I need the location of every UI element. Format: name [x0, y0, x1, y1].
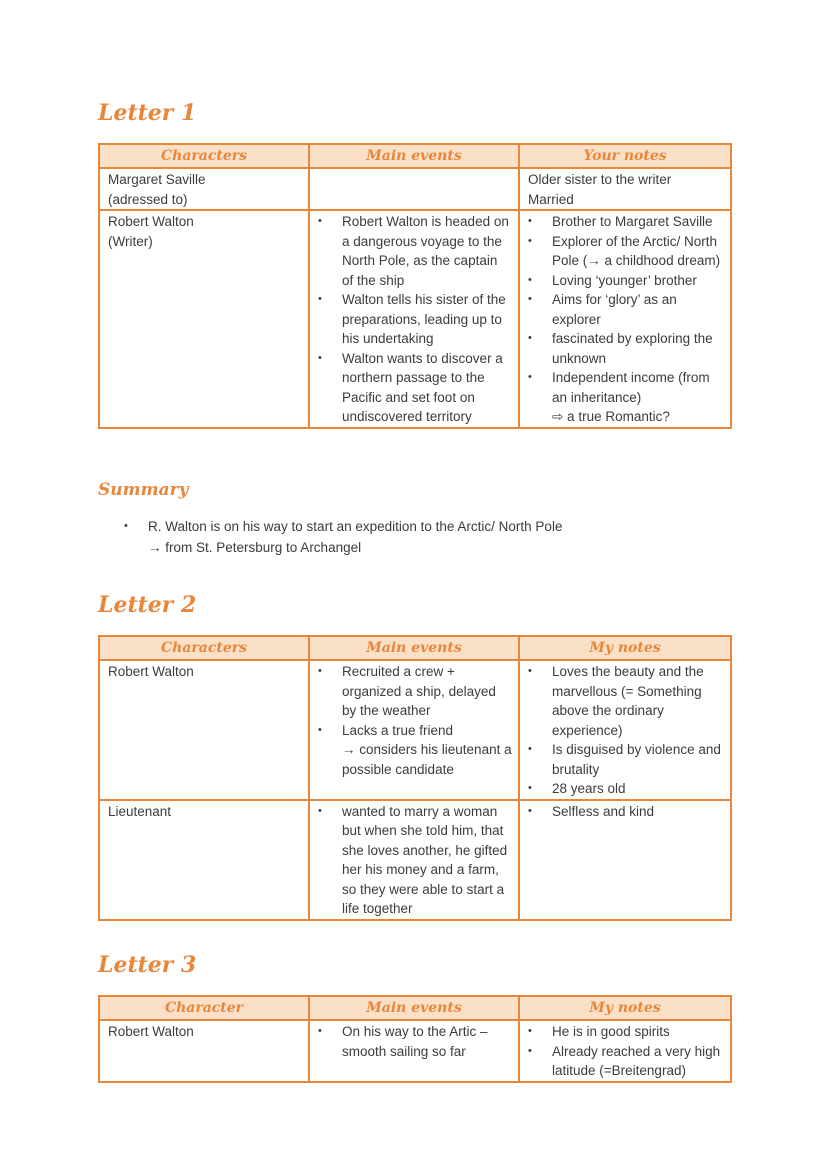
note-item: • Explorer of the Arctic/ North Pole (→ a childhood dream): [528, 232, 724, 271]
notes-cell: [519, 168, 731, 210]
character-name: Robert Walton: [108, 214, 194, 229]
events-cell: [309, 1020, 519, 1082]
events-cell: [309, 660, 519, 800]
character-role: (adressed to): [108, 191, 188, 207]
column-header: Characters: [99, 144, 309, 168]
column-header: Your notes: [519, 144, 731, 168]
column-header: Main events: [309, 996, 519, 1020]
column-header: My notes: [519, 636, 731, 660]
notes-cell: [519, 210, 731, 428]
notes-cell: [519, 1020, 731, 1082]
event-followup: → considers his lieutenant a possible candidate: [342, 742, 512, 777]
character-cell: Robert Walton: [99, 660, 309, 800]
table-row: [99, 210, 731, 428]
letter3-title: Letter 3: [98, 952, 197, 978]
note-line: Older sister to the writer: [528, 172, 672, 187]
note-item: • fascinated by exploring the unknown: [528, 329, 724, 368]
bullet-icon: •: [124, 520, 128, 532]
event-item: • Robert Walton is headed on a dangerous voyage to the North Pole, as the captain of the ship: [318, 212, 512, 290]
table-row: [99, 168, 731, 210]
summary-line: → from St. Petersburg to Archangel: [148, 540, 362, 555]
letter1-title: Letter 1: [98, 100, 197, 126]
character-role: (Writer): [108, 233, 153, 249]
event-item: • On his way to the Artic – smooth sailing so far: [318, 1022, 512, 1061]
character-name: Margaret Saville: [108, 172, 206, 187]
character-cell: Robert Walton: [99, 1020, 309, 1082]
table-header-row: [99, 996, 731, 1020]
column-header: Character: [99, 996, 309, 1020]
character-cell: [99, 210, 309, 428]
events-cell: [309, 210, 519, 428]
notes-cell: [519, 800, 731, 920]
letter1-table: [98, 143, 732, 429]
summary-list: [124, 516, 724, 558]
note-item: • Independent income (from an inheritance): [528, 368, 724, 407]
note-item: • Selfless and kind: [528, 802, 724, 822]
table-header-row: [99, 636, 731, 660]
note-item: • Loving ‘younger’ brother: [528, 271, 724, 291]
table-row: [99, 800, 731, 920]
character-cell: Lieutenant: [99, 800, 309, 920]
note-item: • He is in good spirits: [528, 1022, 724, 1042]
note-line: Married: [528, 191, 574, 207]
event-item: • Recruited a crew + organized a ship, delayed by the weather: [318, 662, 512, 721]
summary-line: R. Walton is on his way to start an expedition to the Arctic/ North Pole: [148, 519, 563, 534]
letter3-table: [98, 995, 732, 1083]
event-item: • Walton wants to discover a northern passage to the Pacific and set foot on undiscovered territory: [318, 349, 512, 427]
note-item: • Already reached a very high latitude (=Breitengrad): [528, 1042, 724, 1081]
summary-title: Summary: [98, 480, 189, 500]
event-item: • Walton tells his sister of the preparations, leading up to his undertaking: [318, 290, 512, 349]
note-item: • Loves the beauty and the marvellous (= Something above the ordinary experience): [528, 662, 724, 740]
table-header-row: [99, 144, 731, 168]
note-item: • Aims for ‘glory’ as an explorer: [528, 290, 724, 329]
letter2-title: Letter 2: [98, 592, 197, 618]
event-item: • Lacks a true friend: [318, 721, 512, 741]
character-cell: [99, 168, 309, 210]
column-header: Characters: [99, 636, 309, 660]
events-cell: [309, 800, 519, 920]
column-header: My notes: [519, 996, 731, 1020]
notes-cell: [519, 660, 731, 800]
table-row: [99, 1020, 731, 1082]
note-conclusion: ⇨ a true Romantic?: [552, 409, 670, 424]
events-cell: [309, 168, 519, 210]
column-header: Main events: [309, 144, 519, 168]
note-item: • 28 years old: [528, 779, 724, 799]
letter2-table: [98, 635, 732, 921]
note-item: • Is disguised by violence and brutality: [528, 740, 724, 779]
note-item: • Brother to Margaret Saville: [528, 212, 724, 232]
table-row: [99, 660, 731, 800]
column-header: Main events: [309, 636, 519, 660]
event-item: • wanted to marry a woman but when she told him, that she loves another, he gifted her his money and a farm, so they were able to start a life together: [318, 802, 512, 919]
